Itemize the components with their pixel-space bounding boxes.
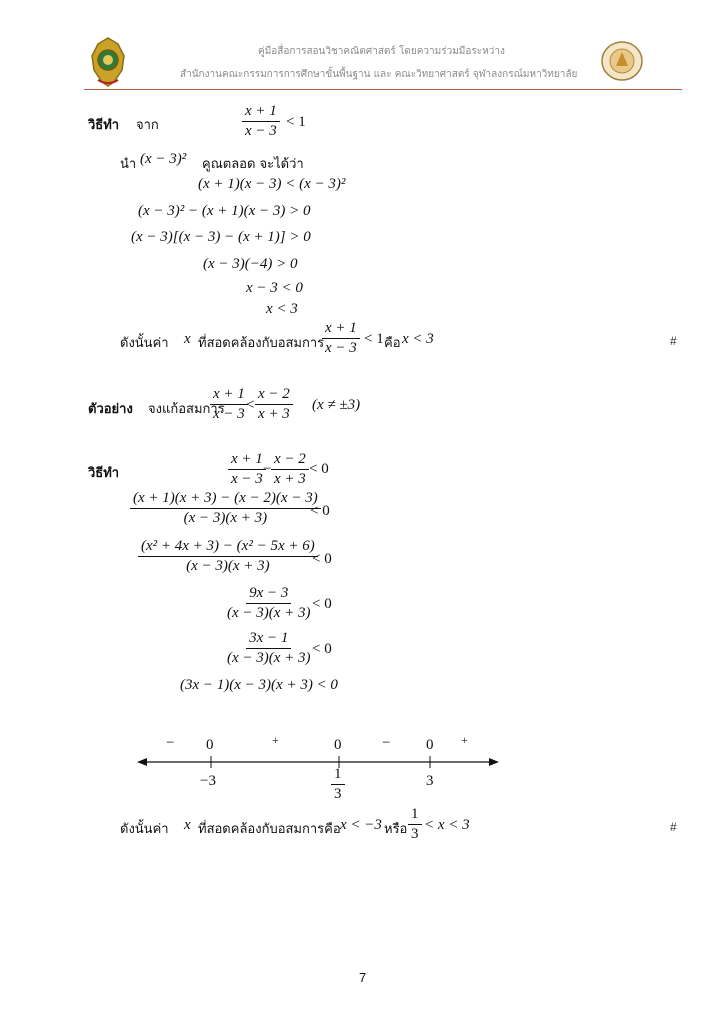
right-arrow-icon xyxy=(489,758,499,766)
s1-denominator-1: x − 3 xyxy=(231,471,263,487)
s1-fraction-2 xyxy=(271,451,309,488)
final-answer-2-denominator: 3 xyxy=(411,826,419,842)
conclusion-answer: x < 3 xyxy=(402,331,434,347)
multiply-expr: (x − 3)² xyxy=(140,151,187,167)
example-label: ตัวอย่าง xyxy=(88,402,133,417)
s5-denominator: (x − 3)(x + 3) xyxy=(227,650,311,666)
s1-fraction-1 xyxy=(228,451,266,488)
multiply-pre: นำ xyxy=(120,157,137,172)
conclusion-fraction xyxy=(322,320,360,357)
s5-numerator: 3x − 1 xyxy=(246,630,291,649)
final-pre: ดังนั้นค่า xyxy=(120,822,169,837)
example-lhs-fraction xyxy=(210,386,248,423)
zero-3: 0 xyxy=(426,737,434,753)
s6: (3x − 1)(x − 3)(x + 3) < 0 xyxy=(180,677,338,693)
final-answer-2-rest: < x < 3 xyxy=(424,817,470,833)
s2-fraction xyxy=(130,490,321,527)
example-rhs-denominator: x + 3 xyxy=(258,406,290,422)
final-answer-2-numerator: 1 xyxy=(408,806,422,825)
s2-numerator: (x + 1)(x + 3) − (x − 2)(x − 3) xyxy=(130,490,321,509)
s4-fraction xyxy=(224,585,314,622)
step-5: x − 3 < 0 xyxy=(246,280,303,296)
end-mark: # xyxy=(670,334,677,348)
conclusion-word: คือ xyxy=(384,336,401,351)
given-denominator: x − 3 xyxy=(245,123,277,139)
end-mark: # xyxy=(670,820,677,834)
sign-2: + xyxy=(272,733,279,747)
tick-label-one-third xyxy=(331,766,345,803)
header-rule xyxy=(84,89,682,90)
s3-fraction xyxy=(138,538,318,575)
step-4: (x − 3)(−4) > 0 xyxy=(203,256,298,272)
tick-mid-numerator: 1 xyxy=(331,766,345,785)
zero-2: 0 xyxy=(334,737,342,753)
conclusion-var: x xyxy=(184,331,191,347)
s4-rhs: < 0 xyxy=(312,596,332,612)
multiply-post: คูณตลอด จะได้ว่า xyxy=(202,157,304,172)
header-line-2: สำนักงานคณะกรรมการการศึกษาขั้นพื้นฐาน และ คณะวิทยาศาสตร์ จุฬาลงกรณ์มหาวิทยาลัย xyxy=(180,69,578,80)
s1-rhs: < 0 xyxy=(309,461,329,477)
conclusion-pre: ดังนั้นค่า xyxy=(120,336,169,351)
example-lhs-denominator: x − 3 xyxy=(213,406,245,422)
given-fraction xyxy=(242,103,280,140)
s1-denominator-2: x + 3 xyxy=(274,471,306,487)
s3-denominator: (x − 3)(x + 3) xyxy=(186,558,270,574)
s3-numerator: (x² + 4x + 3) − (x² − 5x + 6) xyxy=(138,538,318,557)
conclusion-numerator: x + 1 xyxy=(322,320,360,339)
chula-logo-icon xyxy=(600,40,644,82)
given-rhs: < 1 xyxy=(286,114,306,130)
s5-fraction xyxy=(224,630,314,667)
example-lhs-numerator: x + 1 xyxy=(210,386,248,405)
example-rhs-numerator: x − 2 xyxy=(255,386,293,405)
header-line-1: คู่มือสื่อการสอนวิชาคณิตศาสตร์ โดยความร่วมมือระหว่าง xyxy=(258,46,505,57)
example-op: < xyxy=(246,397,255,413)
sign-3: − xyxy=(382,735,391,751)
step-1: (x + 1)(x − 3) < (x − 3)² xyxy=(198,176,346,192)
given-numerator: x + 1 xyxy=(242,103,280,122)
final-var: x xyxy=(184,817,191,833)
example-rhs-fraction xyxy=(255,386,293,423)
tick-mid-denominator: 3 xyxy=(334,786,342,802)
s4-denominator: (x − 3)(x + 3) xyxy=(227,605,311,621)
final-answer-2-fraction xyxy=(408,806,422,843)
final-or: หรือ xyxy=(384,822,408,837)
page-number: 7 xyxy=(359,970,367,985)
step-6: x < 3 xyxy=(266,301,298,317)
obec-logo-icon xyxy=(88,36,128,88)
conclusion-mid: ที่สอดคล้องกับอสมการ xyxy=(198,336,325,351)
s1-numerator-1: x + 1 xyxy=(228,451,266,470)
example-text: จงแก้อสมการ xyxy=(148,402,225,417)
s2-denominator: (x − 3)(x + 3) xyxy=(183,510,268,526)
s4-numerator: 9x − 3 xyxy=(246,585,291,604)
conclusion-denominator: x − 3 xyxy=(325,340,357,356)
conclusion-rhs: < 1 xyxy=(364,331,384,347)
s3-rhs: < 0 xyxy=(312,551,332,567)
final-mid: ที่สอดคล้องกับอสมการคือ xyxy=(198,822,341,837)
tick-label-3: 3 xyxy=(426,773,434,789)
solution-label: วิธีทำ xyxy=(88,118,120,133)
sign-4: + xyxy=(461,733,468,747)
zero-1: 0 xyxy=(206,737,214,753)
s5-rhs: < 0 xyxy=(312,641,332,657)
tick-label-neg-3: −3 xyxy=(200,773,216,789)
example-condition: (x ≠ ±3) xyxy=(312,397,361,413)
solution-label: วิธีทำ xyxy=(88,466,120,481)
s2-rhs: < 0 xyxy=(310,503,330,519)
left-arrow-icon xyxy=(137,758,147,766)
from-word: จาก xyxy=(136,118,159,133)
sign-1: − xyxy=(166,735,175,751)
final-answer-1: x < −3 xyxy=(340,817,382,833)
step-2: (x − 3)² − (x + 1)(x − 3) > 0 xyxy=(138,203,311,219)
number-line-axis xyxy=(136,754,500,770)
s1-minus: − xyxy=(263,461,272,477)
s1-numerator-2: x − 2 xyxy=(271,451,309,470)
step-3: (x − 3)[(x − 3) − (x + 1)] > 0 xyxy=(131,229,311,245)
